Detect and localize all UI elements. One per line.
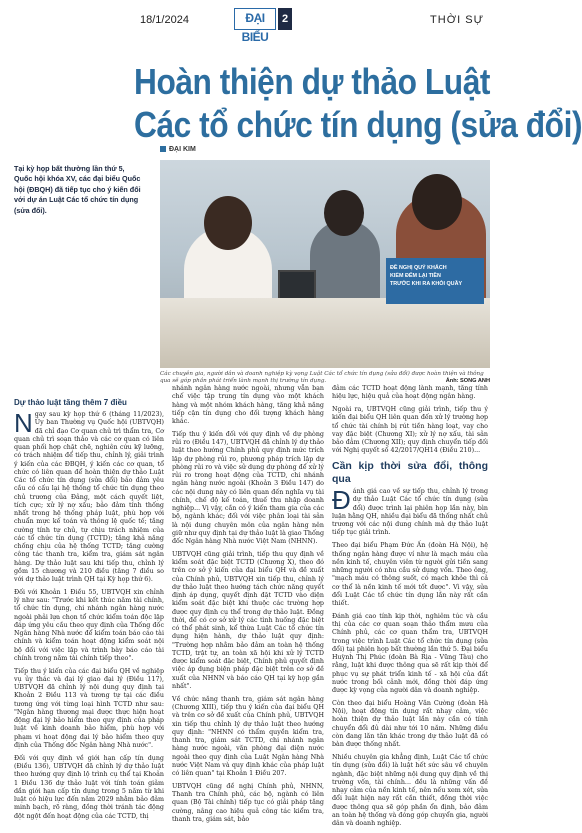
headline-line-2: Các tổ chức tín dụng (sửa đổi) [134, 104, 582, 145]
paragraph: UBTVQH cũng đề nghị Chính phủ, NHNN, Thanh tra Chính phủ, các bộ, ngành có liên quan (Bộ Tài chính) tiếp tục có giải pháp tăng cường, nâng cao hiệu quả công tác kiểm tra, thanh tra, giám sát, bảo [172, 782, 324, 823]
article-headline [134, 60, 582, 146]
photo-credit: Ảnh: SONG ANH [445, 378, 490, 385]
paragraph: Tiếp thu ý kiến của các đại biểu QH về nghiệp vụ ủy thác và đại lý giao đại lý (Điều 117), UBTVQH đã chỉnh lý nội dung quy định tại Khoản 2 Điều 113 và tương tự tại các điều tương ứng với từng loại hình TCTD như sau: "Ngân hàng thương mại được thực hiện hoạt động đại lý bảo hiểm theo quy định của pháp luật về kinh doanh bảo hiểm, phù hợp với phạm vi hoạt động đại lý bảo hiểm theo quy định của Thống đốc Ngân hàng Nhà nước". [14, 667, 164, 749]
issue-date: 18/1/2024 [140, 14, 189, 26]
newspaper-logo: ĐẠI BIỂU [234, 8, 276, 30]
photo-sign-line: TRƯỚC KHI RA KHỎI QUẦY [390, 281, 463, 287]
paragraph: đảm các TCTD hoạt động lành mạnh, tăng tính hiệu lực, hiệu quả của hoạt động ngân hàng. [332, 385, 488, 401]
paragraph: Ngay sau kỳ họp thứ 6 (tháng 11/2023), Ủy ban Thường vụ Quốc hội (UBTVQH) đã chỉ đạo Cơ quan chủ trì thẩm tra, Cơ quan chủ trì soạn thảo và các cơ quan có liên quan phối hợp chặt chẽ, nghiên cứu kỹ lưỡng, có trách nhiệm để tiếp thu, chỉnh lý, giải trình ý kiến của các ĐBQH, ý kiến các cơ quan, tổ chức có liên quan để hoàn thiện dự thảo Luật Các tổ chức tín dụng (sửa đổi) bảo đảm yêu cầu có cấu lại hệ thống tổ chức tín dụng theo chủ trương của Đảng, một cách quyết liệt, tích cực; xử lý nợ xấu; bảo đảm tính thống nhất trong hệ thống pháp luật, phù hợp với chuẩn mực kế toán và thông lệ quốc tế; tăng cường tính tự chủ, tự chịu trách nhiệm của các tổ chức tín dụng (TCTD); tăng khả năng chống chịu của hệ thống TCTD; tăng cường công tác thanh tra, kiểm tra, giám sát ngân hàng. Dự thảo luật sau khi tiếp thu, chỉnh lý gồm 15 chương và 210 điều (tăng 7 điều so với dự thảo luật trình QH tại Kỳ họp thứ 6). [14, 408, 164, 583]
photo-figure-clerk-head [204, 196, 252, 250]
photo-caption [160, 371, 490, 385]
paragraph: nhánh ngân hàng nước ngoài, nhưng vẫn bạn chế việc tập trung tín dụng vào một khách hàng và một nhóm khách hàng, tăng khả năng tiếp cận tín dụng cho đối tượng khách hàng khác. [172, 385, 324, 425]
photo-counter [160, 298, 490, 368]
subhead: Cần kịp thời sửa đổi, thông qua [332, 460, 488, 485]
paragraph: Đánh giá cao tính kịp thời, nghiêm túc và cầu thị của các cơ quan soạn thảo thẩm mưu của Chính phủ, các cơ quan thẩm tra, UBTVQH trong việc trình Luật Các tổ chức tín dụng (sửa đổi) tại phiên họp bất thường lần thứ 5. Đại biểu Huỳnh Thị Phúc (đoàn Bà Rịa - Vũng Tàu) cho rằng, luật khi được thông qua sẽ rất kịp thời để phục vụ sự phát triển kinh tế - xã hội của đất nước trong bối cảnh mới, đồng thời đáp ứng được kỳ vọng của người dân và doanh nghiệp. [332, 612, 488, 695]
article-photo [160, 160, 490, 368]
byline [160, 146, 196, 153]
paragraph: Còn theo đại biểu Hoàng Văn Cường (đoàn Hà Nội), hoạt động tín dụng rất nhạy cảm, việc hoàn thiện dự thảo luật lần này cần có tính chuyển đổi đủ dài như tới 10 năm. Những điều còn đang lăn tăn khác trong dự thảo luật đã có bàn được thống nhất. [332, 699, 488, 749]
photo-monitor [278, 270, 316, 300]
page-header [10, 11, 490, 44]
photo-sign-line: ĐỀ NGHỊ QUÝ KHÁCH [390, 265, 447, 271]
photo-figure-customer-head [412, 174, 462, 230]
byline-marker [160, 146, 166, 152]
paragraph: Về chức năng thanh tra, giám sát ngân hàng (Chương XIII), tiếp thu ý kiến của đại biểu QH và trên cơ sở đề xuất của Chính phủ, UBTVQH xin tiếp thu chỉnh lý dự thảo luật theo hướng quy định: "NHNN có thẩm quyền kiểm tra, thanh tra, giám sát TCTD, chi nhánh ngân hàng nước ngoài, văn phòng đại diện nước ngoài theo quy định của Luật Ngân hàng Nhà nước Việt Nam và quy định khác của pháp luật có liên quan" tại Khoản 1 Điều 207. [172, 695, 324, 778]
photo-figure-clerk-2-head [324, 190, 364, 236]
article-lead: Tại kỳ họp bất thường lần thứ 5, Quốc hội khóa XV, các đại biểu Quốc hội (ĐBQH) đã tiếp tục cho ý kiến đối với dự án Luật Các tổ chức tín dụng (sửa đổi). [14, 164, 141, 215]
paragraph: Tiếp thu ý kiến đối với quy định về dự phòng rủi ro (Điều 147), UBTVQH đã chỉnh lý dự thảo luật theo hướng Chính phủ quy định mức trích lập dự phòng rủi ro, phương pháp trích lập dự phòng rủi ro và việc sử dụng dự phòng để xử lý rủi ro trong hoạt động của TCTD, chi nhánh ngân hàng nước ngoài (Khoản 3 Điều 147) do các nội dung này có liên quan đến nghĩa vụ tài chính, chế độ kế toán, thuế thu nhập doanh nghiệp... Vị vậy, cần có ý kiến tham gia của các bộ, ngành khác; đối với việc phân loại tài sản là nội dung chuyên môn của ngân hàng nên giữ như quy định tại dự thảo luật là giao Thống đốc Ngân hàng Nhà nước Việt Nam (NHNN). [172, 430, 324, 546]
article-column-3 [332, 385, 488, 833]
paragraph: Nhiều chuyên gia khẳng định, Luật Các tổ chức tín dụng (sửa đổi) là luật hết sức sâu về chuyên ngành, đặc biệt những nội dung quy định về thị trường vốn, tài chính... đều là những vấn đề nhạy cảm của nền kinh tế, nên nếu xem xét, sửa đổi luật hiện nay rất cần thiết, đồng thời việc được thông qua sẽ góp phần ổn định, bảo đảm an toàn hệ thống và đóng góp chuyển gia, người dân và doanh nghiệp. [332, 754, 488, 828]
photo-sign [386, 258, 484, 304]
paragraph: Đối với quy định về giới hạn cấp tín dụng (Điều 136), UBTVQH đã chỉnh lý dự thảo luật theo hướng quy định lộ trình cụ thể tại Khoản 1 Điều 136 dự thảo luật với tính toán giảm dần giới hạn cấp tín dụng trong 5 năm từ khi luật có hiệu lực đến năm 2029 nhằm bảo đảm minh bạch, rõ ràng, đồng thời tránh tác động đột ngột đến hoạt động của các TCTD, thị [14, 754, 164, 820]
article-column-1 [14, 398, 164, 825]
paragraph: Đối với Khoản 1 Điều 55, UBTVQH xin chỉnh lý như sau: "Trước khi kết thúc năm tài chính, tổ chức tín dụng, chi nhánh ngân hàng nước ngoài phải lựa chọn tổ chức kiểm toán độc lập đáp ứng yêu cầu theo quy định của Thống đốc Ngân hàng Nhà nước để kiểm toán báo cáo tài chính và kiểm toán hoạt động kiểm soát nội bộ đối với việc lập và trình bày báo cáo tài chính trong năm tài chính tiếp theo". [14, 588, 164, 662]
article-column-2 [172, 385, 324, 829]
page-number: 2 [278, 8, 292, 30]
paragraph: Ngoài ra, UBTVQH cũng giải trình, tiếp thu ý kiến đại biểu QH liên quan đến xử lý trường hợp tổ chức tài chính bị rút tiền hàng loạt, vay cho vay đặc biệt (Chương XI); xử lý nợ xấu, tài sản bảo đảm (Chương XII); quy định chuyển tiếp đối với Nghị quyết số 42/2017/QH14 (Điều 210)... [332, 406, 488, 455]
photo-sign-line: KIỂM ĐẾM LẠI TIỀN [390, 273, 441, 279]
author-name: ĐẠI KIM [169, 146, 196, 153]
paragraph: Đánh giá cao về sự tiếp thu, chỉnh lý trong dự thảo Luật Các tổ chức tín dụng (sửa đổi) được trình lại phiên họp lần này, bìn luận hằng QH, nhiều đại biểu đã thống nhất chủ trương với các nội dung chính mà dự thảo luật tiếp tục giải trình. [332, 485, 488, 537]
paragraph: UBTVQH cũng giải trình, tiếp thu quy định về kiểm soát đặc biệt TCTD (Chương X), theo đó trên cơ sở ý kiến của đại biểu QH và đề xuất của Chính phủ, UBTVQH xin tiếp thu, chỉnh lý dự thảo luật theo hướng tách chức năng quyết định áp dụng, quyết định đặt TCTD vào diện kiểm soát đặc biệt khi thuộc các trường hợp được quy định cụ thể trong dự thảo luật. Đồng thời, để có cơ sở xử lý các tình huống đặc biệt có thể phát sinh, kể thừa Luật Các tổ chức tín dụng hiện hành, dự thảo luật quy định: "Trường hợp nhằm bảo đảm an toàn hệ thống TCTD, trật tự, an toàn xã hội khi xử lý TCTD được kiểm soát đặc biệt, Chính phủ quyết định việc áp dụng biện pháp đặc biệt trên cơ sở đề xuất của NHNN và báo cáo QH tại kỳ họp gần nhất". [172, 550, 324, 690]
headline-line-1: Hoàn thiện dự thảo Luật [134, 61, 491, 102]
caption-text: Các chuyên gia, người dân và doanh nghiệp kỳ vọng Luật Các tổ chức tín dụng (sửa đổi) được hoàn thiện và thông qua sẽ góp phần phát triển lành mạnh thị trường tín dụng. [160, 371, 484, 385]
section-label: THỜI SỰ [430, 14, 484, 26]
paragraph: Theo đại biểu Phạm Đức Ấn (đoàn Hà Nội), hệ thống ngân hàng được ví như là mạch máu của nền kinh tế, chuyên viên từ người gửi tiền sang những người có nhu cầu sử dụng vốn. Theo ông, "mạch máu có thông suốt, có mạch khỏe thì cả cơ thể là nền kinh tế mới tốt được". Vì vậy, sửa đổi Luật Các tổ chức tín dụng lần này rất cần thiết. [332, 542, 488, 608]
subhead: Dự thảo luật tăng thêm 7 điều [14, 398, 127, 407]
